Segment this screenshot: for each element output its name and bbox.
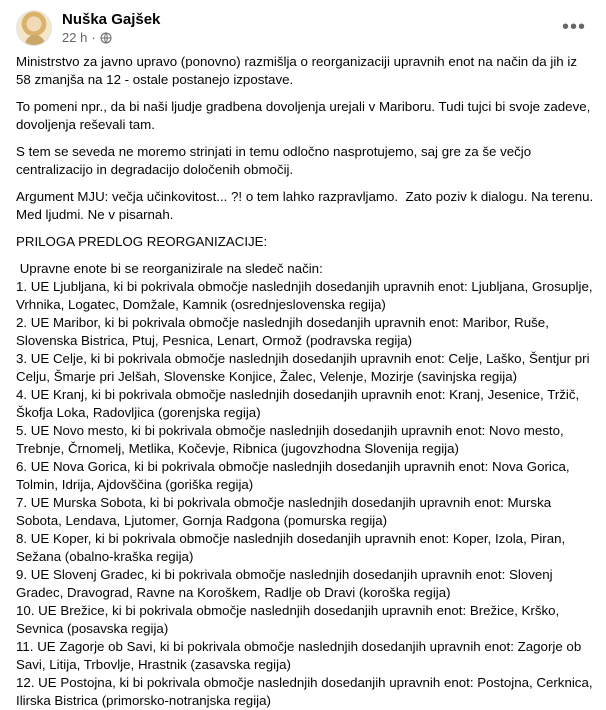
more-horizontal-icon[interactable]: ••• [561,15,586,38]
list-item: 7. UE Murska Sobota, ki bi pokrivala območje naslednjih dosedanjih upravnih enot: Murska Sobota, Lendava, Ljutomer, Gornja Radgona (pomurska regija) [16,495,555,528]
list-item: 11. UE Zagorje ob Savi, ki bi pokrivala območje naslednjih dosedanjih upravnih enot: Zagorje ob Savi, Litija, Trbovlje, Hrastnik (zasavska regija) [16,639,585,672]
list-item: 3. UE Celje, ki bi pokrivala območje naslednjih dosedanjih upravnih enot: Celje, Laško, Šentjur pri Celju, Šmarje pri Jelšah, Slovenske Konjice, Žalec, Velenje, Mozirje (savinjska regija) [16,351,594,384]
post-time-row [62,30,160,46]
post-paragraph: To pomeni npr., da bi naši ljudje gradbena dovoljenja urejali v Mariboru. Tudi tujci bi svoje zadeve, dovoljenja reševali tam. [16,99,595,132]
post-paragraph: Ministrstvo za javno upravo (ponovno) razmišlja o reorganizaciji upravnih enot na način da jih iz 58 zmanjša na 12 - ostale postanejo izpostave. [16,54,581,87]
list-item: 8. UE Koper, ki bi pokrivala območje naslednjih dosedanjih upravnih enot: Koper, Izola, Piran, Sežana (obalno-kraška regija) [16,531,569,564]
post-meta [62,11,160,46]
post-paragraph: S tem se seveda ne moremo strinjati in temu odločno nasprotujemo, saj gre za še večjo centralizacijo in degradacijo določenih območij. [16,144,535,177]
list-item: 5. UE Novo mesto, ki bi pokrivala območje naslednjih dosedanjih upravnih enot: Novo mesto, Trebnje, Črnomelj, Metlika, Kočevje, Ribnica (jugovzhodna Slovenija regija) [16,423,568,456]
list-item: 12. UE Postojna, ki bi pokrivala območje naslednjih dosedanjih upravnih enot: Postojna, Cerknica, Ilirska Bistrica (primorsko-notranjska regija) [16,675,597,708]
list-item: 6. UE Nova Gorica, ki bi pokrivala območje naslednjih dosedanjih upravnih enot: Nova Gorica, Tolmin, Idrija, Ajdovščina (goriška regija) [16,459,574,492]
list-item: 2. UE Maribor, ki bi pokrivala območje naslednjih dosedanjih upravnih enot: Maribor, Ruše, Slovenska Bistrica, Ptuj, Pesnica, Lenart, Ormož (podravska regija) [16,315,553,348]
post-paragraph: Argument MJU: večja učinkovitost... ?! o tem lahko razpravljamo. Zato poziv k dialogu. Na terenu. Med ljudmi. Ne v pisarnah. [16,189,597,222]
list-item: 4. UE Kranj, ki bi pokrivala območje naslednjih dosedanjih upravnih enot: Kranj, Jesenice, Tržič, Škofja Loka, Radovljica (gorenjska regija) [16,387,583,420]
author-name[interactable]: Nuška Gajšek [62,10,161,28]
avatar[interactable] [16,10,52,46]
attachment-title: PRILOGA PREDLOG REORGANIZACIJE: [16,234,268,249]
list-intro: Upravne enote bi se reorganizirale na sledeč način: [16,261,323,276]
post-time[interactable]: 22 h [62,29,88,45]
post-header [16,8,590,48]
list-item: 10. UE Brežice, ki bi pokrivala območje naslednjih dosedanjih upravnih enot: Brežice, Krško, Sevnica (posavska regija) [16,603,563,636]
globe-icon[interactable] [100,32,112,44]
post-body [16,53,597,710]
list-item: 1. UE Ljubljana, ki bi pokrivala območje naslednjih dosedanjih upravnih enot: Ljubljana, Grosuplje, Vrhnika, Logatec, Domžale, Kamnik (osrednjeslovenska regija) [16,279,597,312]
separator-dot: · [91,29,96,45]
list-item: 9. UE Slovenj Gradec, ki bi pokrivala območje naslednjih dosedanjih upravnih enot: Slovenj Gradec, Dravograd, Ravne na Koroškem, Radlje ob Dravi (koroška regija) [16,567,557,600]
